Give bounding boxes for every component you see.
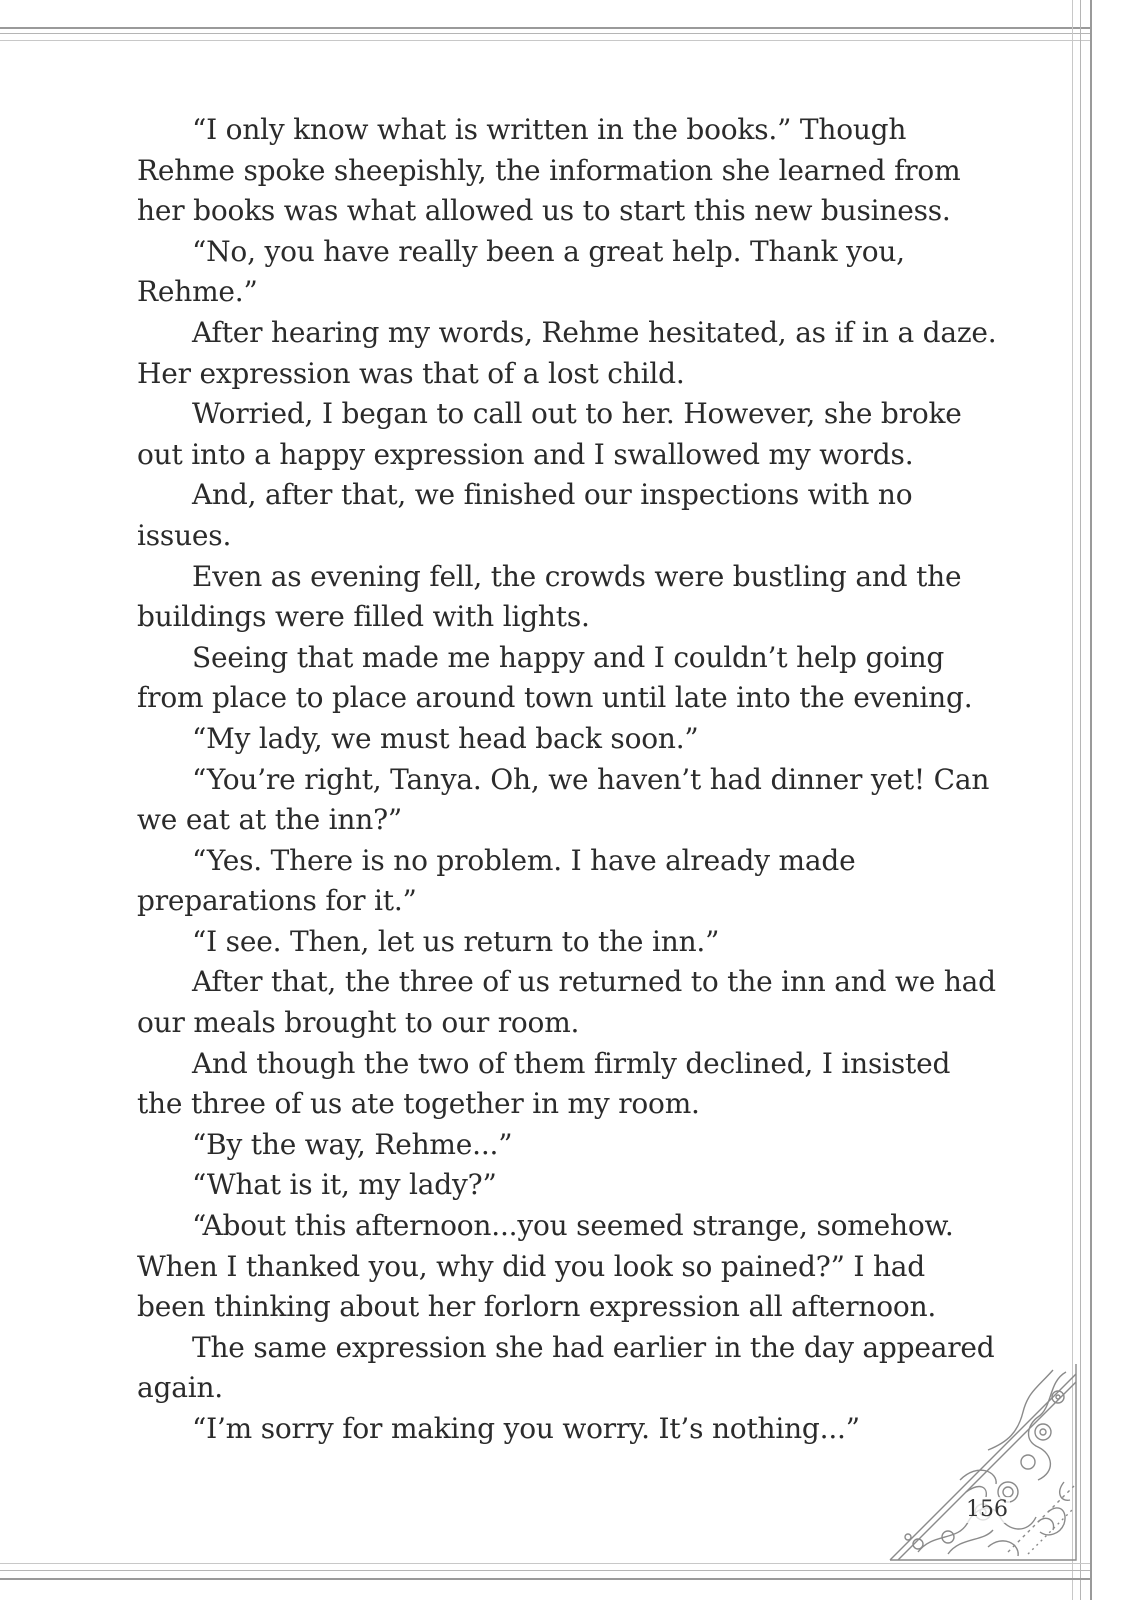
text-line: “Yes. There is no problem. I have already made <box>192 843 856 877</box>
text-line: “By the way, Rehme...” <box>192 1127 513 1161</box>
text-line: Rehme spoke sheepishly, the information she learned from <box>137 153 961 187</box>
frame-bottom-line <box>0 1563 1090 1564</box>
text-line: “No, you have really been a great help. Thank you, <box>192 234 905 268</box>
text-line: And, after that, we finished our inspections with no <box>192 478 913 512</box>
text-line: again. <box>137 1371 223 1405</box>
page-body-text <box>137 110 1017 1450</box>
text-line: “What is it, my lady?” <box>192 1168 497 1202</box>
text-line: “I only know what is written in the books.” Though <box>192 113 907 146</box>
text-line: out into a happy expression and I swallowed my words. <box>137 437 914 471</box>
frame-bottom-line <box>0 1570 1090 1571</box>
frame-right-line <box>1080 0 1081 1600</box>
text-line: After that, the three of us returned to the inn and we had <box>192 965 996 999</box>
text-line: her books was what allowed us to start this new business. <box>137 194 951 228</box>
text-line: “I see. Then, let us return to the inn.” <box>192 924 720 958</box>
text-line: “About this afternoon...you seemed strange, somehow. <box>192 1209 954 1243</box>
frame-top-line <box>0 33 1090 34</box>
page-number: 156 <box>966 1497 1008 1522</box>
frame-top-line <box>0 27 1090 29</box>
frame-right-line <box>1090 0 1092 1600</box>
floral-corner-ornament-icon <box>888 1362 1078 1562</box>
text-line: “My lady, we must head back soon.” <box>192 721 699 755</box>
text-line: And though the two of them firmly declined, I insisted <box>192 1046 951 1080</box>
text-line: “I’m sorry for making you worry. It’s nothing...” <box>192 1412 860 1445</box>
text-line: buildings were filled with lights. <box>137 600 590 634</box>
text-line: been thinking about her forlorn expression all afternoon. <box>137 1290 937 1324</box>
text-line: from place to place around town until late into the evening. <box>137 681 973 715</box>
frame-bottom-line <box>0 1578 1090 1580</box>
text-line: Even as evening fell, the crowds were bustling and the <box>192 559 962 593</box>
frame-right-line <box>1072 0 1073 1600</box>
text-line: our meals brought to our room. <box>137 1006 580 1040</box>
text-line: “You’re right, Tanya. Oh, we haven’t had dinner yet! Can <box>192 762 990 796</box>
text-line: When I thanked you, why did you look so pained?” I had <box>137 1249 925 1283</box>
text-line: Seeing that made me happy and I couldn’t help going <box>192 640 945 674</box>
text-line: Worried, I began to call out to her. However, she broke <box>192 397 962 431</box>
text-line: The same expression she had earlier in the day appeared <box>192 1330 995 1364</box>
text-line: Her expression was that of a lost child. <box>137 356 685 390</box>
text-line: After hearing my words, Rehme hesitated, as if in a daze. <box>192 315 997 349</box>
text-line: Rehme.” <box>137 275 258 309</box>
frame-top-line <box>0 40 1090 41</box>
text-line: we eat at the inn?” <box>137 803 403 837</box>
text-line: preparations for it.” <box>137 884 417 918</box>
text-line: issues. <box>137 518 232 552</box>
text-line: the three of us ate together in my room. <box>137 1087 700 1121</box>
